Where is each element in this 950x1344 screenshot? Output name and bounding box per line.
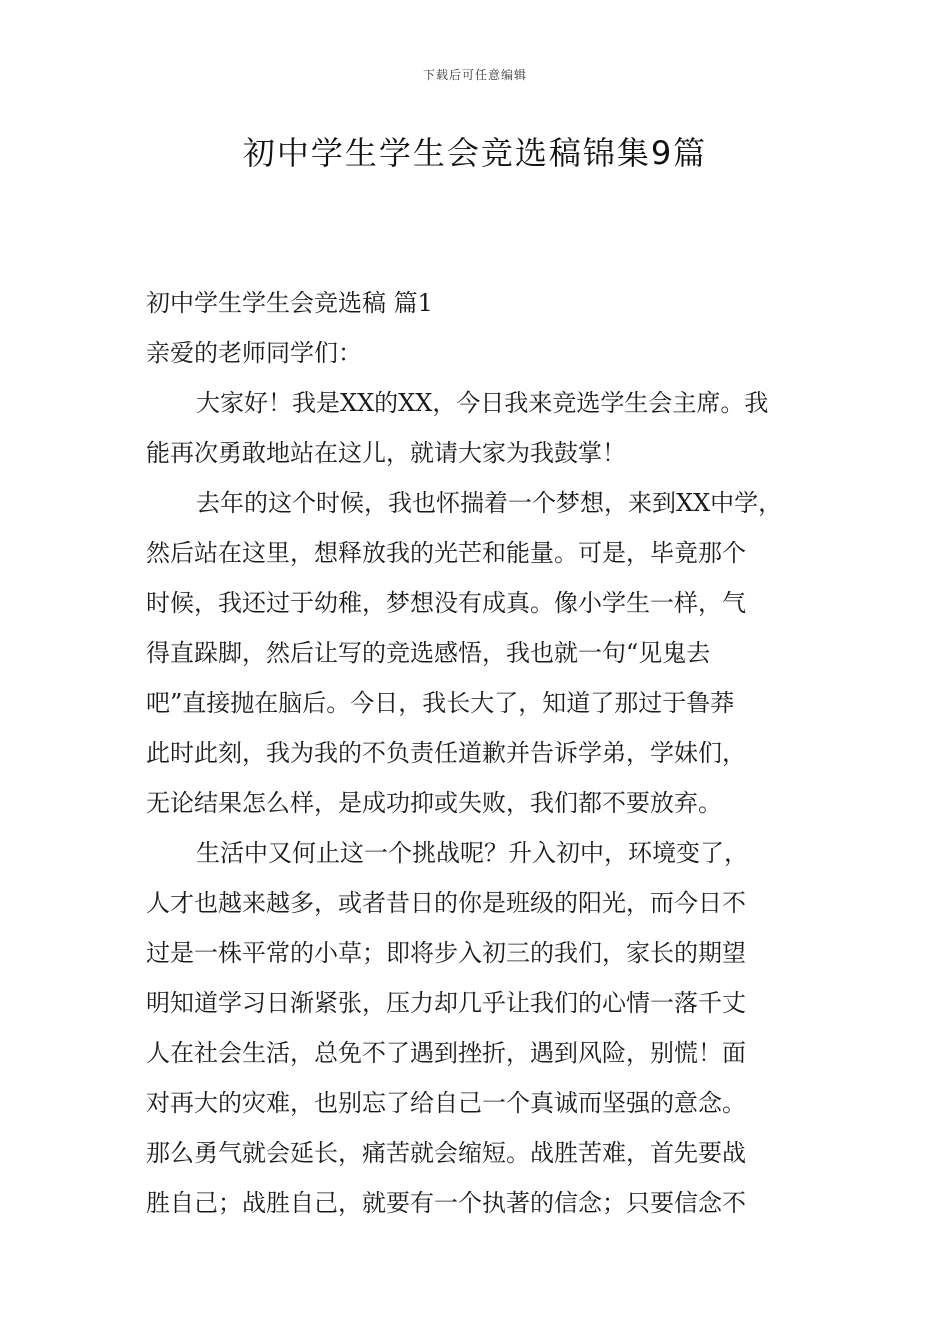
text-line: 明知道学习日渐紧张，压力却几乎让我们的心情一落千丈 (146, 989, 746, 1017)
text-line: 吧”直接抛在脑后。今日，我长大了，知道了那过于鲁莽 (146, 689, 735, 717)
text-line: 人在社会生活，总免不了遇到挫折，遇到风险，别慌！面 (146, 1039, 746, 1067)
text-line: 人才也越来越多，或者昔日的你是班级的阳光，而今日不 (146, 889, 746, 917)
text-line: 那么勇气就会延长，痛苦就会缩短。战胜苦难，首先要战 (146, 1139, 746, 1167)
text-line: 此时此刻，我为我的不负责任道歉并告诉学弟，学妹们， (146, 739, 746, 767)
paragraph-lines (146, 378, 811, 1228)
text-line: 得直跺脚，然后让写的竞选感悟，我也就一句“见鬼去 (146, 639, 711, 667)
text-line: 无论结果怎么样，是成功抑或失败，我们都不要放弃。 (146, 789, 722, 817)
text-line: 去年的这个时候，我也怀揣着一个梦想，来到XX中学， (196, 489, 783, 517)
section-heading: 初中学生学生会竞选稿 篇1 (146, 289, 433, 317)
text-line: 胜自己；战胜自己，就要有一个执著的信念；只要信念不 (146, 1189, 746, 1217)
text-line: 过是一株平常的小草；即将步入初三的我们，家长的期望 (146, 939, 746, 967)
text-line: 大家好！我是XX的XX，今日我来竞选学生会主席。我 (196, 389, 769, 417)
document-body (146, 278, 811, 1228)
text-line: 对再大的灾难，也别忘了给自己一个真诚而坚强的意念。 (146, 1089, 746, 1117)
document-title: 初中学生学生会竞选稿锦集9篇 (242, 134, 708, 172)
text-line: 能再次勇敢地站在这儿，就请大家为我鼓掌！ (146, 439, 626, 467)
salutation: 亲爱的老师同学们： (146, 339, 362, 367)
text-line: 时候，我还过于幼稚，梦想没有成真。像小学生一样，气 (146, 589, 746, 617)
header-note: 下载后可任意编辑 (422, 68, 527, 82)
text-line: 然后站在这里，想释放我的光芒和能量。可是，毕竟那个 (146, 539, 746, 567)
text-line: 生活中又何止这一个挑战呢？升入初中，环境变了， (196, 839, 748, 867)
